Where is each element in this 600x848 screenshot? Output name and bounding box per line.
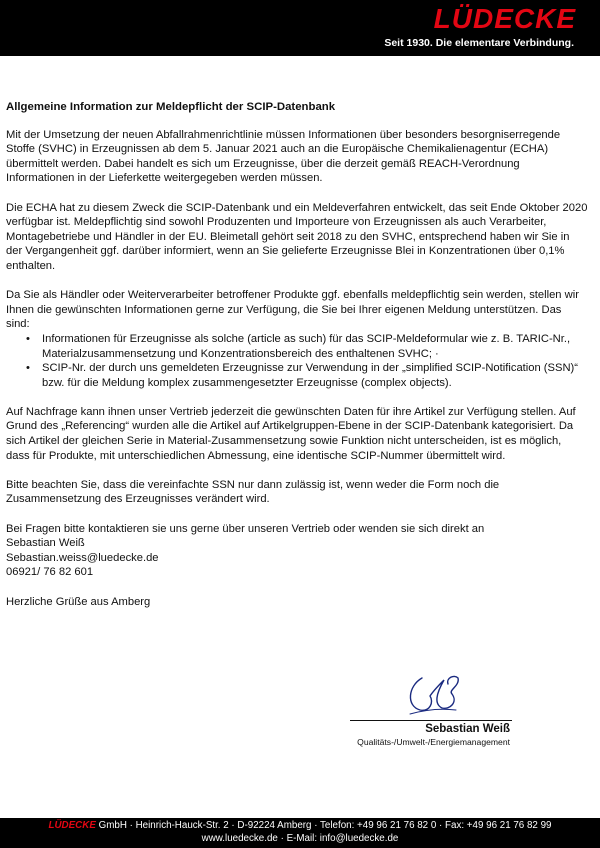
closing: Herzliche Grüße aus Amberg — [6, 595, 151, 608]
paragraph-1: Mit der Umsetzung der neuen Abfallrahmenrichtlinie müssen Informationen über besonders besorgniserregende Stoffe (SVHC) in Erzeugnissen ab dem 5. Januar 2021 auch an die Europäische Chemikalienagentur (ECHA) übermittelt werden. Dabei handelt es sich um Erzeugnisse, über die derzeit gemäß REACH-Verordnung Informationen in der Lieferkette weitergegeben werden müssen. — [6, 128, 561, 185]
contact-email[interactable]: Sebastian.weiss@luedecke.de — [6, 551, 159, 564]
contact-name: Sebastian Weiß — [6, 537, 85, 550]
paragraph-2: Die ECHA hat zu diesem Zweck die SCIP-Datenbank und ein Meldeverfahren entwickelt, das seit Ende Oktober 2020 verfügbar ist. Meldepflichtig sind sowohl Produzenten und Importeure von Erzeugnissen als auch Verarbeiter, Montagebetriebe und Händler in der EU. Bleimetall gehört seit 2018 zu den SVHC, entsprechend haben wir Sie in der Vergangenheit ggf. darüber informiert, wenn an Sie gelieferte Erzeugnisse Blei in Konzentrationen über 0,1% enthalten. — [6, 201, 588, 272]
footer-line-2[interactable]: www.luedecke.de · E-Mail: info@luedecke.de — [201, 832, 399, 844]
paragraph-3: Da Sie als Händler oder Weiterverarbeiter betroffener Produkte ggf. ebenfalls meldepflichtig sein werden, stellen wir Ihnen die gewünschten Informationen gerne zur Verfügung, die Sie bei Ihrer eigenen Meldung unterstützen. Das sind: — [6, 289, 579, 331]
list-item: • Informationen für Erzeugnisse als solche (article as such) für das SCIP-Meldeformular wie z. B. TARIC-Nr., Materialzusammensetzung und Konzentrationsbereich des enthaltenen SVHC; · — [42, 332, 588, 361]
footer-line-1: GmbH · Heinrich-Hauck-Str. 2 · D-92224 Amberg · Telefon: +49 96 21 76 82 0 · Fax: +49 96 21 76 82 99 — [98, 820, 552, 831]
paragraph-4: Auf Nachfrage kann ihnen unser Vertrieb jederzeit die gewünschten Daten für ihre Artikel zur Verfügung stellen. Auf Grund des „Referencing“ wurden alle die Artikel auf Artikelgruppen-Ebene in der SCIP-Datenbank kategorisiert. Da sich Artikel der gleichen Serie in Material-Zusammensetzung sowie Funktion nicht unterscheiden, ist es möglich, dass für Produkte, mit unterschiedlichen Abmessung, eine identische SCIP-Nummer übermittelt wird. — [6, 405, 576, 462]
info-list — [6, 332, 588, 390]
header-bar — [0, 0, 600, 56]
list-item: • SCIP-Nr. der durch uns gemeldeten Erzeugnisse zur Verwendung in der „simplified SCIP-Notification (SSN)“ bzw. für die Meldung komplex zusammengesetzter Erzeugnisse (complex objects). — [42, 361, 588, 390]
signatory-role: Qualitäts-/Umwelt-/Energiemanagement — [357, 737, 510, 747]
contact-intro: Bei Fragen bitte kontaktieren sie uns gerne über unseren Vertrieb oder wenden sie sich direkt an — [6, 522, 485, 535]
footer-bar — [0, 818, 600, 848]
paragraph-5: Bitte beachten Sie, dass die vereinfachte SSN nur dann zulässig ist, wenn weder die Form noch die Zusammensetzung des Erzeugnisses verändert wird. — [6, 478, 500, 506]
company-logo: LÜDECKE — [433, 3, 576, 34]
footer-address — [0, 820, 600, 833]
contact-phone: 06921/ 76 82 601 — [6, 566, 94, 579]
contact-block — [6, 522, 588, 580]
letter-title: Allgemeine Information zur Meldepflicht der SCIP-Datenbank — [6, 101, 336, 113]
signatory-name: Sebastian Weiß — [425, 723, 510, 735]
letter-body — [6, 100, 588, 624]
signature-line — [350, 720, 512, 721]
handwritten-signature — [400, 672, 470, 718]
footer-brand: LÜDECKE — [48, 820, 96, 831]
company-tagline: Seit 1930. Die elementare Verbindung. — [384, 37, 574, 49]
